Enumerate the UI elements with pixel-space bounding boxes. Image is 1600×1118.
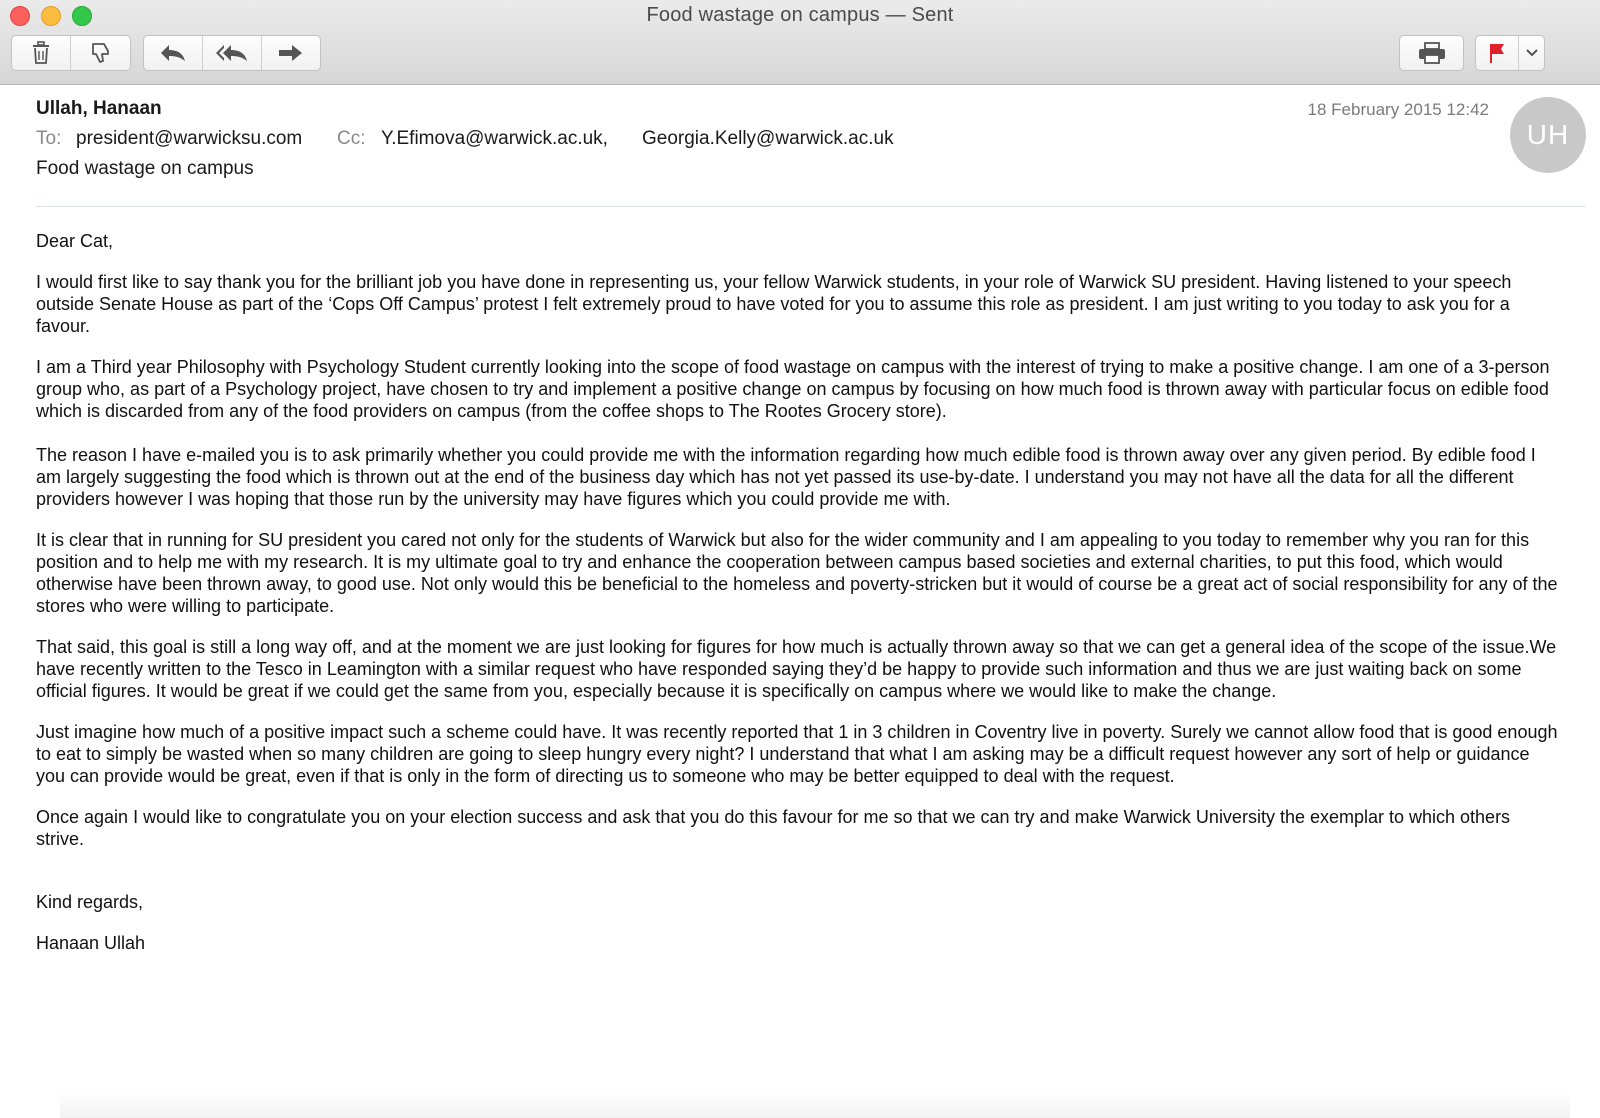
- reply-icon: [159, 42, 187, 64]
- cc-address-2[interactable]: Georgia.Kelly@warwick.ac.uk: [642, 128, 894, 149]
- thumbs-down-icon: [89, 41, 113, 65]
- flag-button[interactable]: [1476, 36, 1519, 70]
- to-label: To:: [36, 128, 62, 149]
- to-address[interactable]: president@warwicksu.com: [76, 128, 303, 149]
- body-paragraph-5: That said, this goal is still a long way off, and at the moment we are just looking for figures for how much is actually thrown away so that we can get a general idea of the scope of the issue.We have recently written to the Tesco in Leamington with a similar request who have responded saying they’d be happy to provide such information and thus we are just waiting back on some official figures. It would be great if we could get the same from you, especially because it is specifically on campus where we would like to make the change.: [36, 637, 1557, 701]
- forward-icon: [277, 42, 305, 64]
- avatar: UH: [1510, 97, 1586, 173]
- body-paragraph-2: I am a Third year Philosophy with Psychology Student currently looking into the scope of food wastage on campus with the interest of trying to make a positive change. I am one of a 3-person group who, as part of a Psychology project, have chosen to try and implement a positive change on campus by focusing on how much food is thrown away with particular focus on edible food which is discarded from any of the food providers on campus (from the coffee shops to The Rootes Grocery store).: [36, 357, 1550, 421]
- body-paragraph-3: The reason I have e-mailed you is to ask primarily whether you could provide me with the information regarding how much edible food is thrown away over any given period. By edible food I am largely suggesting the food which is thrown out at the end of the business day which has not yet passed its use-by-date. I understand you may not have all the data for all the different providers however I was hoping that those run by the university may have figures which you could provide me with.: [36, 445, 1536, 509]
- bottom-edge-shadow: [60, 1092, 1570, 1118]
- title-bar: [0, 0, 1600, 85]
- message-body: [36, 230, 1561, 954]
- junk-button[interactable]: [71, 36, 130, 70]
- forward-button[interactable]: [262, 36, 320, 70]
- flag-menu-button[interactable]: [1519, 36, 1544, 70]
- reply-button[interactable]: [144, 36, 203, 70]
- body-paragraph-4: It is clear that in running for SU president you cared not only for the students of Warwick but also for the wider community and I am appealing to you today to remember why you ran for this position and to help me with my research. It is my ultimate goal to try and enhance the cooperation between campus based societies and external charities, to put this food, which would otherwise have been thrown away, to good use. Not only would this be beneficial to the homeless and poverty-stricken but it would of course be a great act of social responsibility for any of the stores who were willing to participate.: [36, 530, 1558, 616]
- signature: Hanaan Ullah: [36, 933, 146, 953]
- sender-name[interactable]: Ullah, Hanaan: [36, 98, 162, 119]
- printer-icon: [1417, 41, 1447, 65]
- chevron-down-icon: [1526, 49, 1538, 57]
- flag-icon: [1487, 42, 1507, 64]
- trash-icon: [30, 41, 52, 65]
- delete-junk-group: [11, 35, 131, 71]
- body-paragraph-1: I would first like to say thank you for the brilliant job you have done in representing us, your fellow Warwick students, in your role of Warwick SU president. Having listened to your speech outside Senate House as part of the ‘Cops Off Campus’ protest I felt extremely proud to have voted for you to assume this role as president. I am just writing to you today to ask you for a favour.: [36, 272, 1512, 336]
- sent-date: 18 February 2015 12:42: [1307, 100, 1489, 119]
- body-paragraph-6: Just imagine how much of a positive impact such a scheme could have. It was recently reported that 1 in 3 children in Coventry live in poverty. Surely we cannot allow food that is good enough to eat to simply be wasted when so many children are going to sleep hungry every night? I understand that what I am asking may be a difficult request however any sort of help or guidance you can provide would be great, even if that is only in the form of directing us to someone who may be better equipped to deal with the request.: [36, 722, 1558, 786]
- cc-address-1[interactable]: Y.Efimova@warwick.ac.uk,: [381, 128, 608, 149]
- window-title: Food wastage on campus — Sent: [646, 4, 954, 26]
- message-subject: Food wastage on campus: [36, 158, 254, 179]
- reply-group: [143, 35, 321, 71]
- signoff: Kind regards,: [36, 892, 144, 912]
- body-paragraph-7: Once again I would like to congratulate you on your election success and ask that you do this favour for me so that we can try and make Warwick University the exemplar to which others strive.: [36, 807, 1511, 849]
- header-divider: [36, 206, 1586, 207]
- reply-all-button[interactable]: [203, 36, 262, 70]
- flag-group: [1475, 35, 1545, 71]
- cc-label: Cc:: [337, 128, 366, 149]
- print-button[interactable]: [1400, 36, 1463, 70]
- delete-button[interactable]: [12, 36, 71, 70]
- print-group: [1399, 35, 1464, 71]
- greeting: Dear Cat,: [36, 231, 114, 251]
- reply-all-icon: [215, 42, 249, 64]
